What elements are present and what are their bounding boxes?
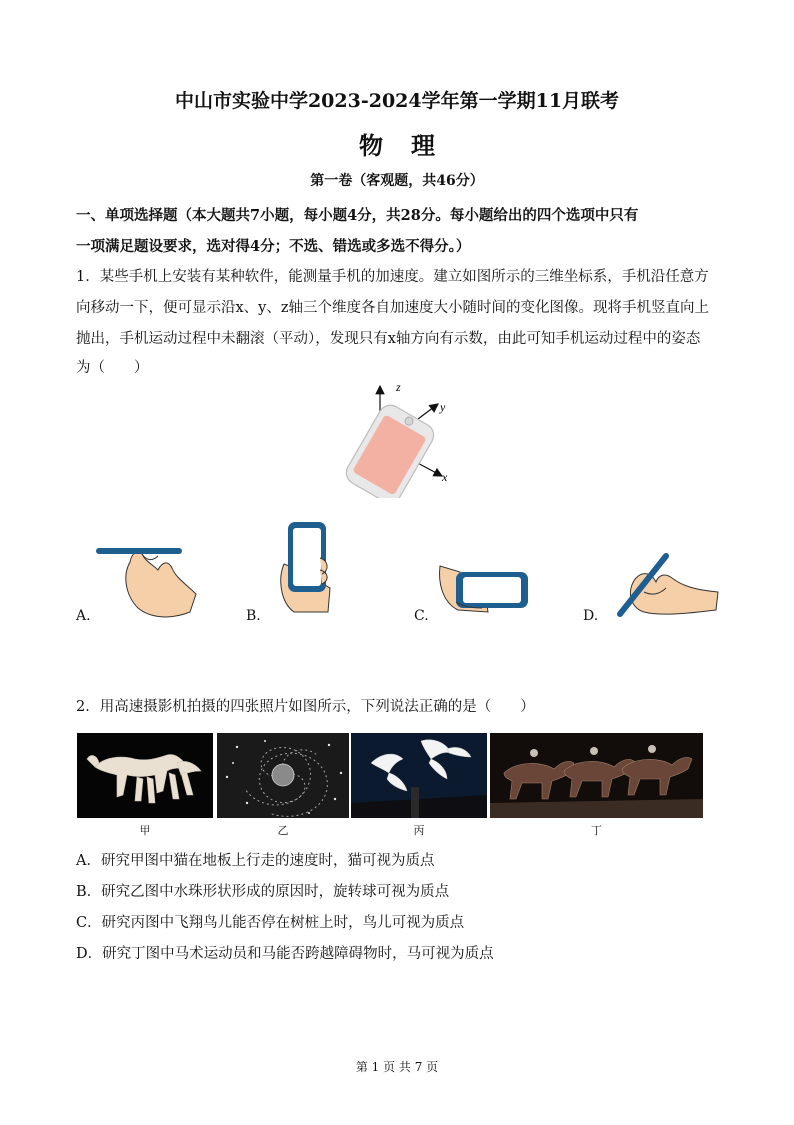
caption-ding: 丁 <box>591 824 602 837</box>
q2-option-d: D．研究丁图中马术运动员和马能否跨越障碍物时，马可视为质点 <box>76 946 494 962</box>
q2-option-b: B．研究乙图中水珠形状形成的原因时，旋转球可视为质点 <box>76 884 450 900</box>
q2-option-c: C．研究丙图中飞翔鸟儿能否停在树桩上时，鸟儿可视为质点 <box>76 915 465 931</box>
option-a-figure <box>92 540 202 626</box>
q1-line4: 为（ ） <box>76 360 149 376</box>
part1-heading-line1: 一、单项选择题（本大题共7小题，每小题4分，共28分。每小题给出的四个选项中只有 <box>76 207 639 224</box>
caption-bing: 丙 <box>413 824 425 837</box>
photo-jia-cat <box>77 733 213 818</box>
option-a-phone <box>96 548 182 554</box>
photo-yi-spinning-ball <box>217 733 349 818</box>
phone-axes-figure <box>330 376 460 498</box>
section-title: 第一卷（客观题，共46分） <box>310 173 484 189</box>
photo-bing-birds <box>351 733 487 818</box>
option-c-label: C. <box>414 608 429 624</box>
x-axis-label: x <box>442 470 448 484</box>
photo-ding-horse-rider <box>490 733 703 818</box>
option-d-label: D. <box>583 608 599 624</box>
q2-option-a: A．研究甲图中猫在地板上行走的速度时，猫可视为质点 <box>76 853 435 869</box>
subject-title: 物理 <box>359 131 463 160</box>
caption-yi: 乙 <box>277 824 289 837</box>
z-axis-label: z <box>396 380 401 394</box>
option-b-figure <box>272 518 342 618</box>
page-footer: 第 1 页 共 7 页 <box>355 1060 439 1074</box>
y-axis-label: y <box>440 400 446 414</box>
option-a-label: A. <box>76 608 91 624</box>
caption-jia: 甲 <box>139 824 151 837</box>
exam-title: 中山市实验中学2023-2024学年第一学期11月联考 <box>174 90 620 112</box>
option-c-figure <box>436 558 536 620</box>
part1-heading-line2: 一项满足题设要求，选对得4分；不选、错选或多选不得分。） <box>76 238 471 255</box>
option-d-figure <box>600 548 724 628</box>
q1-line2: 向移动一下，便可显示沿x、y、z轴三个维度各自加速度大小随时间的变化图像。现将手机竖直向上 <box>76 300 710 316</box>
q2-stem: 2．用高速摄影机拍摄的四张照片如图所示，下列说法正确的是（ ） <box>76 699 535 715</box>
q1-line3: 抛出，手机运动过程中未翻滚（平动），发现只有x轴方向有示数，由此可知手机运动过程中的姿态 <box>76 331 701 347</box>
option-b-label: B. <box>246 608 261 624</box>
q1-line1: 1．某些手机上安装有某种软件，能测量手机的加速度。建立如图所示的三维坐标系，手机沿任意方 <box>76 269 709 285</box>
